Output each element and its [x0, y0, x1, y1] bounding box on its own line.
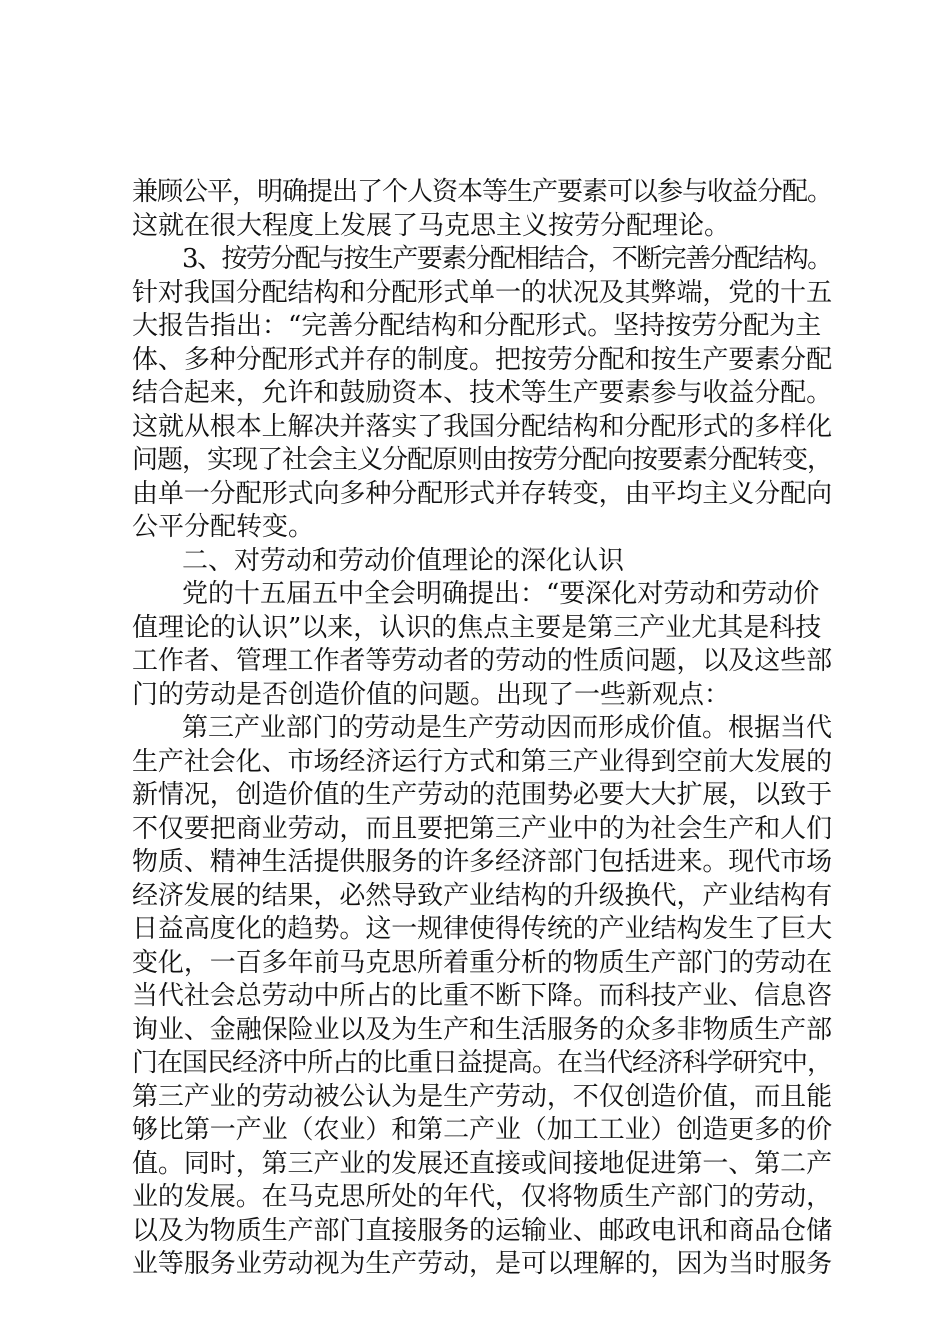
- text-line: 业等服务业劳动视为生产劳动，是可以理解的，因为当时服务: [132, 1249, 833, 1279]
- text-line: 大报告指出：“完善分配结构和分配形式。坚持按劳分配为主: [132, 311, 822, 341]
- text-line: 由单一分配形式向多种分配形式并存转变，由平均主义分配向: [132, 478, 833, 509]
- text-line: 不仅要把商业劳动，而且要把第三产业中的为社会生产和人们: [132, 813, 833, 844]
- text-line: 业的发展。在马克思所处的年代，仅将物质生产部门的劳动，: [132, 1182, 833, 1212]
- text-line: 第三产业部门的劳动是生产劳动因而形成价值。根据当代: [182, 713, 833, 743]
- text-line: 值理论的认识”以来，认识的焦点主要是第三产业尤其是科技: [132, 612, 822, 643]
- text-line: 第三产业的劳动被公认为是生产劳动，不仅创造价值，而且能: [132, 1081, 833, 1112]
- text-line: 新情况，创造价值的生产劳动的范围势必要大大扩展，以致于: [132, 780, 833, 810]
- text-line: 变化，一百多年前马克思所着重分析的物质生产部门的劳动在: [132, 947, 833, 978]
- text-line: 公平分配转变。: [132, 512, 315, 542]
- text-line: 当代社会总劳动中所占的比重不断下降。而科技产业、信息咨: [132, 981, 833, 1011]
- text-line: 问题，实现了社会主义分配原则由按劳分配向按要素分配转变，: [132, 445, 833, 475]
- text-line: 够比第一产业（农业）和第二产业（加工工业）创造更多的价: [132, 1115, 833, 1145]
- text-line: 这就从根本上解决并落实了我国分配结构和分配形式的多样化: [132, 411, 833, 442]
- text-line: 经济发展的结果，必然导致产业结构的升级换代，产业结构有: [132, 880, 833, 911]
- text-line: 3、按劳分配与按生产要素分配相结合，不断完善分配结构。: [182, 244, 832, 274]
- text-line: 日益高度化的趋势。这一规律使得传统的产业结构发生了巨大: [132, 914, 833, 944]
- text-line: 门在国民经济中所占的比重日益提高。在当代经济科学研究中，: [132, 1048, 833, 1078]
- text-line: 这就在很大程度上发展了马克思主义按劳分配理论。: [132, 210, 731, 241]
- text-line: 二、对劳动和劳动价值理论的深化认识: [182, 545, 625, 576]
- text-line: 询业、金融保险业以及为生产和生活服务的众多非物质生产部: [132, 1014, 833, 1045]
- document-body-text: [132, 176, 832, 1282]
- text-line: 工作者、管理工作者等劳动者的劳动的性质问题，以及这些部: [132, 646, 833, 676]
- text-line: 结合起来，允许和鼓励资本、技术等生产要素参与收益分配。: [132, 378, 833, 408]
- text-line: 体、多种分配形式并存的制度。把按劳分配和按生产要素分配: [132, 344, 833, 375]
- text-line: 党的十五届五中全会明确提出：“要深化对劳动和劳动价: [182, 579, 820, 609]
- text-line: 门的劳动是否创造价值的问题。出现了一些新观点：: [132, 679, 731, 710]
- text-line: 兼顾公平，明确提出了个人资本等生产要素可以参与收益分配。: [132, 177, 833, 207]
- text-line: 针对我国分配结构和分配形式单一的状况及其弊端，党的十五: [132, 277, 833, 308]
- text-line: 生产社会化、市场经济运行方式和第三产业得到空前大发展的: [132, 746, 833, 777]
- text-line: 值。同时，第三产业的发展还直接或间接地促进第一、第二产: [132, 1148, 833, 1179]
- text-line: 以及为物质生产部门直接服务的运输业、邮政电讯和商品仓储: [132, 1215, 833, 1246]
- text-line: 物质、精神生活提供服务的许多经济部门包括进来。现代市场: [132, 847, 833, 877]
